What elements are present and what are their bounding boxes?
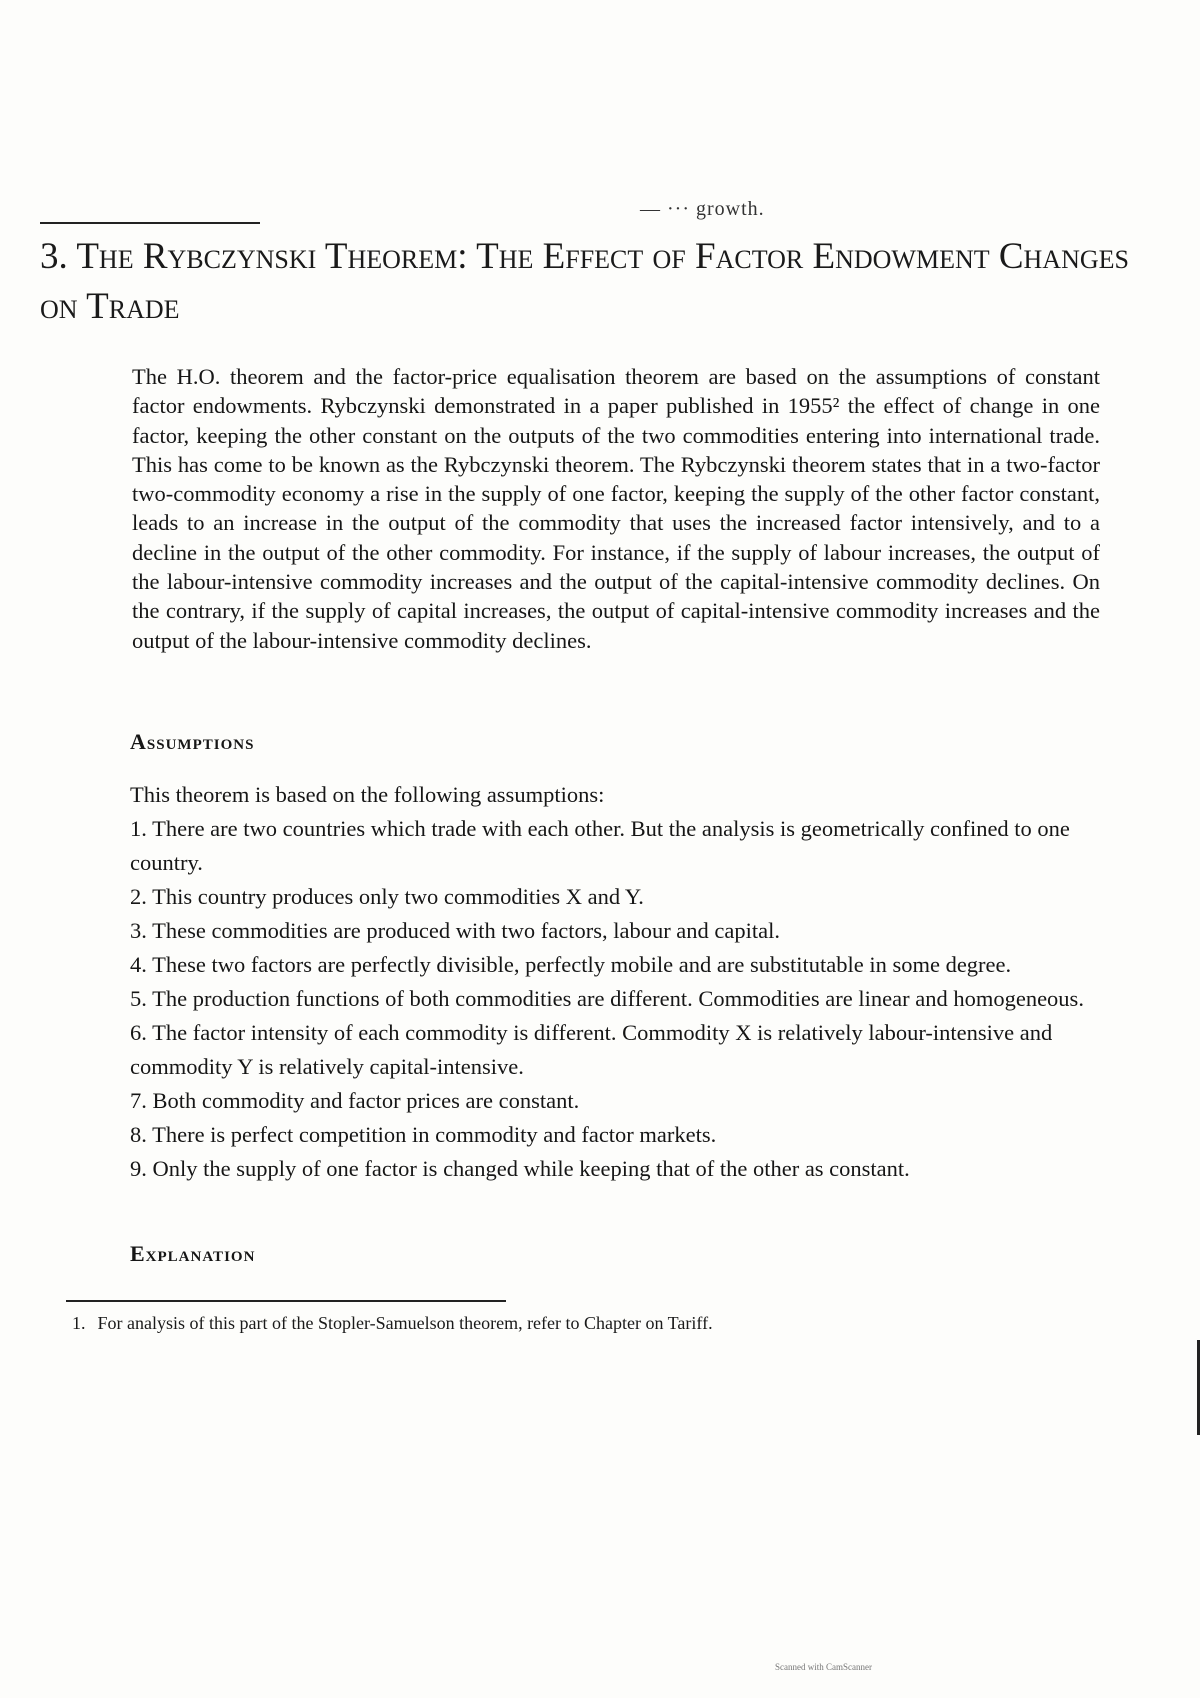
assumption-item-8: 8. There is perfect competition in commodity and factor markets. (130, 1122, 717, 1147)
scan-watermark: Scanned with CamScanner (775, 1662, 872, 1672)
assumption-item-9: 9. Only the supply of one factor is changed while keeping that of the other as constant. (130, 1156, 910, 1181)
top-rule (40, 222, 260, 224)
footnote-text: For analysis of this part of the Stopler-Samuelson theorem, refer to Chapter on Tariff. (97, 1313, 713, 1333)
assumption-item-6: 6. The factor intensity of each commodity is different. Commodity X is relatively labour-intensive and commodity Y is relatively capital-intensive. (130, 1020, 1053, 1079)
explanation-heading: Explanation (130, 1241, 256, 1266)
intro-paragraph: The H.O. theorem and the factor-price equalisation theorem are based on the assumptions of constant factor endowments. Rybczynski demonstrated in a paper published in 1955² the effect of change in one factor, keeping the other constant on the outputs of the two commodities entering into international trade. This has come to be known as the Rybczynski theorem. The Rybczynski theorem states that in a two-factor two-commodity economy a rise in the supply of one factor, keeping the supply of the other factor constant, leads to an increase in the output of the commodity that uses the increased factor intensively, and to a decline in the output of the other commodity. For instance, if the supply of labour increases, the output of the labour-intensive commodity increases and the output of the capital-intensive commodity declines. On the contrary, if the supply of capital increases, the output of capital-intensive commodity increases and the output of the labour-intensive commodity declines. (132, 364, 1100, 653)
footnote (72, 1313, 713, 1334)
assumption-item-2: 2. This country produces only two commodities X and Y. (130, 884, 644, 909)
footnote-rule (66, 1300, 506, 1302)
assumptions-list (130, 778, 1090, 1186)
assumption-item-3: 3. These commodities are produced with two factors, labour and capital. (130, 918, 781, 943)
assumption-item-5: 5. The production functions of both commodities are different. Commodities are linear and homogeneous. (130, 986, 1084, 1011)
assumption-item-1: 1. There are two countries which trade with each other. But the analysis is geometrically confined to one country. (130, 816, 1070, 875)
assumption-item-4: 4. These two factors are perfectly divisible, perfectly mobile and are substitutable in some degree. (130, 952, 1012, 977)
section-heading: 3. The Rybczynski Theorem: The Effect of Factor Endowment Changes on Trade (40, 236, 1129, 327)
previous-section-fragment: — ··· growth. (640, 198, 765, 220)
assumptions-lead: This theorem is based on the following assumptions: (130, 782, 605, 807)
assumption-item-7: 7. Both commodity and factor prices are constant. (130, 1088, 580, 1113)
assumptions-heading: Assumptions (130, 729, 255, 754)
footnote-number: 1. (72, 1313, 86, 1333)
